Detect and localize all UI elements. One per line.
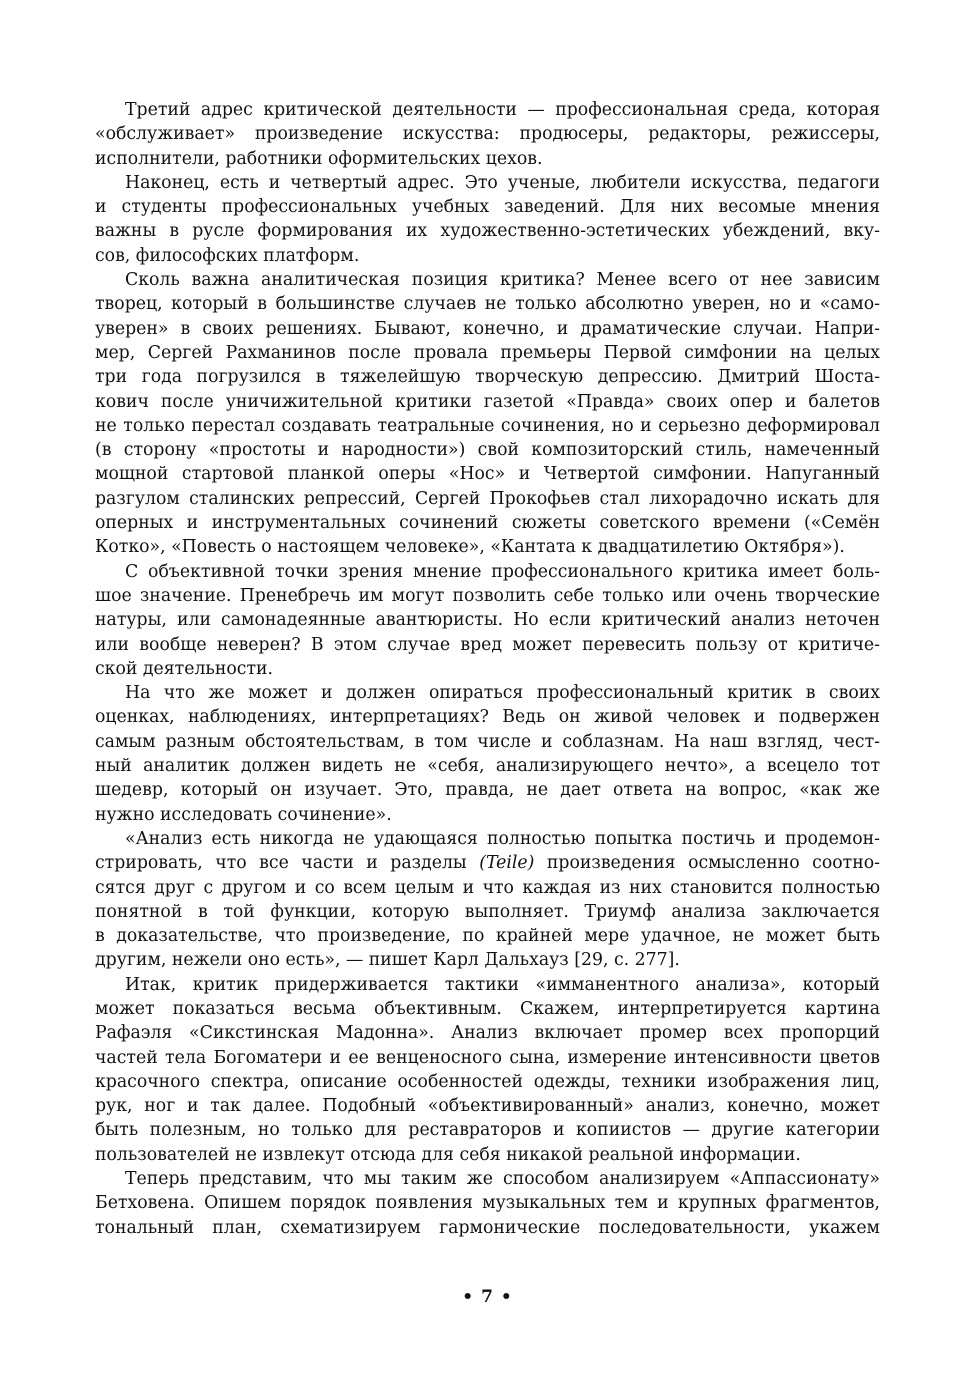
text-line: в доказательстве, что произведение, по крайней мере удачное, не может быть bbox=[95, 926, 880, 947]
paragraph-critic-basis bbox=[95, 681, 880, 827]
text-line: тональный план, схематизируем гармонические последовательности, укажем bbox=[95, 1217, 880, 1238]
text-line: оперных и инструментальных сочинений сюжеты советского времени («Семён bbox=[95, 513, 880, 534]
text-line: ный аналитик должен видеть не «себя, анализирующего нечто», а всецело тот bbox=[95, 756, 880, 777]
text-line: сятся друг с другом и со всем целым и что каждая из них становится полностью bbox=[95, 877, 880, 898]
text-line: уверен» в своих решениях. Бывают, конечно, и драматические случаи. Напри- bbox=[95, 318, 880, 339]
text-line: важны в русле формирования их художественно-эстетических убеждений, вку- bbox=[95, 221, 880, 242]
text-line: может показаться весьма объективным. Скажем, интерпретируется картина bbox=[95, 998, 880, 1019]
text-line: Третий адрес критической деятельности — профессиональная среда, которая bbox=[125, 100, 880, 120]
text-line: другим, нежели оно есть», — пишет Карл Дальхауз [29, с. 277]. bbox=[95, 950, 680, 971]
text-line: мощной стартовой планкой оперы «Нос» и Четвертой симфонии. Напуганный bbox=[95, 464, 880, 485]
text-line: шое значение. Пренебречь им могут позволить себе только или очень творческие bbox=[95, 585, 880, 606]
quote-text: стрировать, что все части и разделы bbox=[95, 853, 480, 874]
text-line: понятной в той функции, которую выполняет. Триумф анализа заключается bbox=[95, 901, 880, 922]
text-line: не только перестал создавать театральные сочинения, но и серьезно деформировал bbox=[95, 415, 880, 436]
text-line: пользователей не извлекут отсюда для себя никакой реальной информации. bbox=[95, 1144, 801, 1165]
text-line: Котко», «Повесть о настоящем человеке», «Кантата к двадцатилетию Октября»). bbox=[95, 537, 845, 558]
text-line: (в сторону «простоты и народности») свой композиторский стиль, намеченный bbox=[95, 440, 880, 461]
paragraph-analytical-position bbox=[95, 268, 880, 560]
text-line: С объективной точки зрения мнение профессионального критика имеет боль- bbox=[125, 561, 880, 582]
text-line: три года погрузился в тяжелейшую творческую депрессию. Дмитрий Шоста- bbox=[95, 367, 880, 388]
quote-term-teile: (Teile) bbox=[479, 853, 535, 874]
text-line: ской деятельности. bbox=[95, 658, 274, 679]
page-body bbox=[95, 98, 880, 1240]
text-line: Теперь представим, что мы таким же способом анализируем «Аппассионату» bbox=[125, 1169, 880, 1190]
text-line: рук, ног и так далее. Подобный «объективированный» анализ, конечно, может bbox=[95, 1096, 880, 1117]
text-line: натуры, или самонадеянные авантюристы. Но если критический анализ неточен bbox=[95, 610, 880, 631]
text-line: мер, Сергей Рахманинов после провала премьеры Первой симфонии на целых bbox=[95, 342, 880, 363]
paragraph-critical-address-third bbox=[95, 98, 880, 171]
text-line: Бетховена. Опишем порядок появления музыкальных тем и крупных фрагментов, bbox=[95, 1193, 880, 1214]
text-line: сов, философских платформ. bbox=[95, 245, 360, 266]
paragraph-objective-view bbox=[95, 560, 880, 681]
text-line: шедевр, который он изучает. Это, правда, не дает ответа на вопрос, «как же bbox=[95, 780, 880, 801]
text-line: На что же может и должен опираться профессиональный критик в своих bbox=[125, 683, 880, 704]
text-line: творец, который в большинстве случаев не только абсолютно уверен, но и «само- bbox=[95, 294, 880, 315]
paragraph-dahlhaus-quote bbox=[95, 827, 880, 973]
text-line: «обслуживает» произведение искусства: продюсеры, редакторы, режиссеры, bbox=[95, 124, 880, 145]
text-line: самым разным обстоятельствам, в том числе и соблазнам. На наш взгляд, чест- bbox=[95, 731, 880, 752]
text-line: «Анализ есть никогда не удающаяся полностью попытка постичь и продемон- bbox=[125, 828, 880, 849]
paragraph-immanent-analysis bbox=[95, 973, 880, 1167]
text-line: Итак, критик придерживается тактики «имманентного анализа», который bbox=[125, 974, 880, 995]
text-line: или вообще неверен? В этом случае вред может перевесить пользу от критиче- bbox=[95, 634, 880, 655]
text-line: разгулом сталинских репрессий, Сергей Прокофьев стал лихорадочно искать для bbox=[95, 488, 880, 509]
text-line: Сколь важна аналитическая позиция критика? Менее всего от нее зависим bbox=[125, 270, 880, 291]
text-line: красочного спектра, описание особенностей одежды, техники изображения лиц, bbox=[95, 1071, 880, 1092]
text-line bbox=[95, 851, 880, 875]
text-line: кович после уничижительной критики газетой «Правда» своих опер и балетов bbox=[95, 391, 880, 412]
paragraph-critical-address-fourth bbox=[95, 171, 880, 268]
quote-text: произведения осмысленно соотно- bbox=[534, 853, 880, 874]
page-number: • 7 • bbox=[462, 1287, 513, 1307]
text-line: оценках, наблюдениях, интерпретациях? Ведь он живой человек и подвержен bbox=[95, 707, 880, 728]
paragraph-appassionata bbox=[95, 1167, 880, 1240]
text-line: Рафаэля «Сикстинская Мадонна». Анализ включает промер всех пропорций bbox=[95, 1023, 880, 1044]
text-line: Наконец, есть и четвертый адрес. Это ученые, любители искусства, педагоги bbox=[125, 172, 880, 193]
text-line: нужно исследовать сочинение». bbox=[95, 804, 392, 825]
text-line: быть полезным, но только для реставраторов и копиистов — другие категории bbox=[95, 1120, 880, 1141]
text-line: частей тела Богоматери и ее венценосного сына, измерение интенсивности цветов bbox=[95, 1047, 880, 1068]
text-line: и студенты профессиональных учебных заведений. Для них весомые мнения bbox=[95, 197, 880, 218]
text-line: исполнители, работники оформительских цехов. bbox=[95, 148, 543, 169]
